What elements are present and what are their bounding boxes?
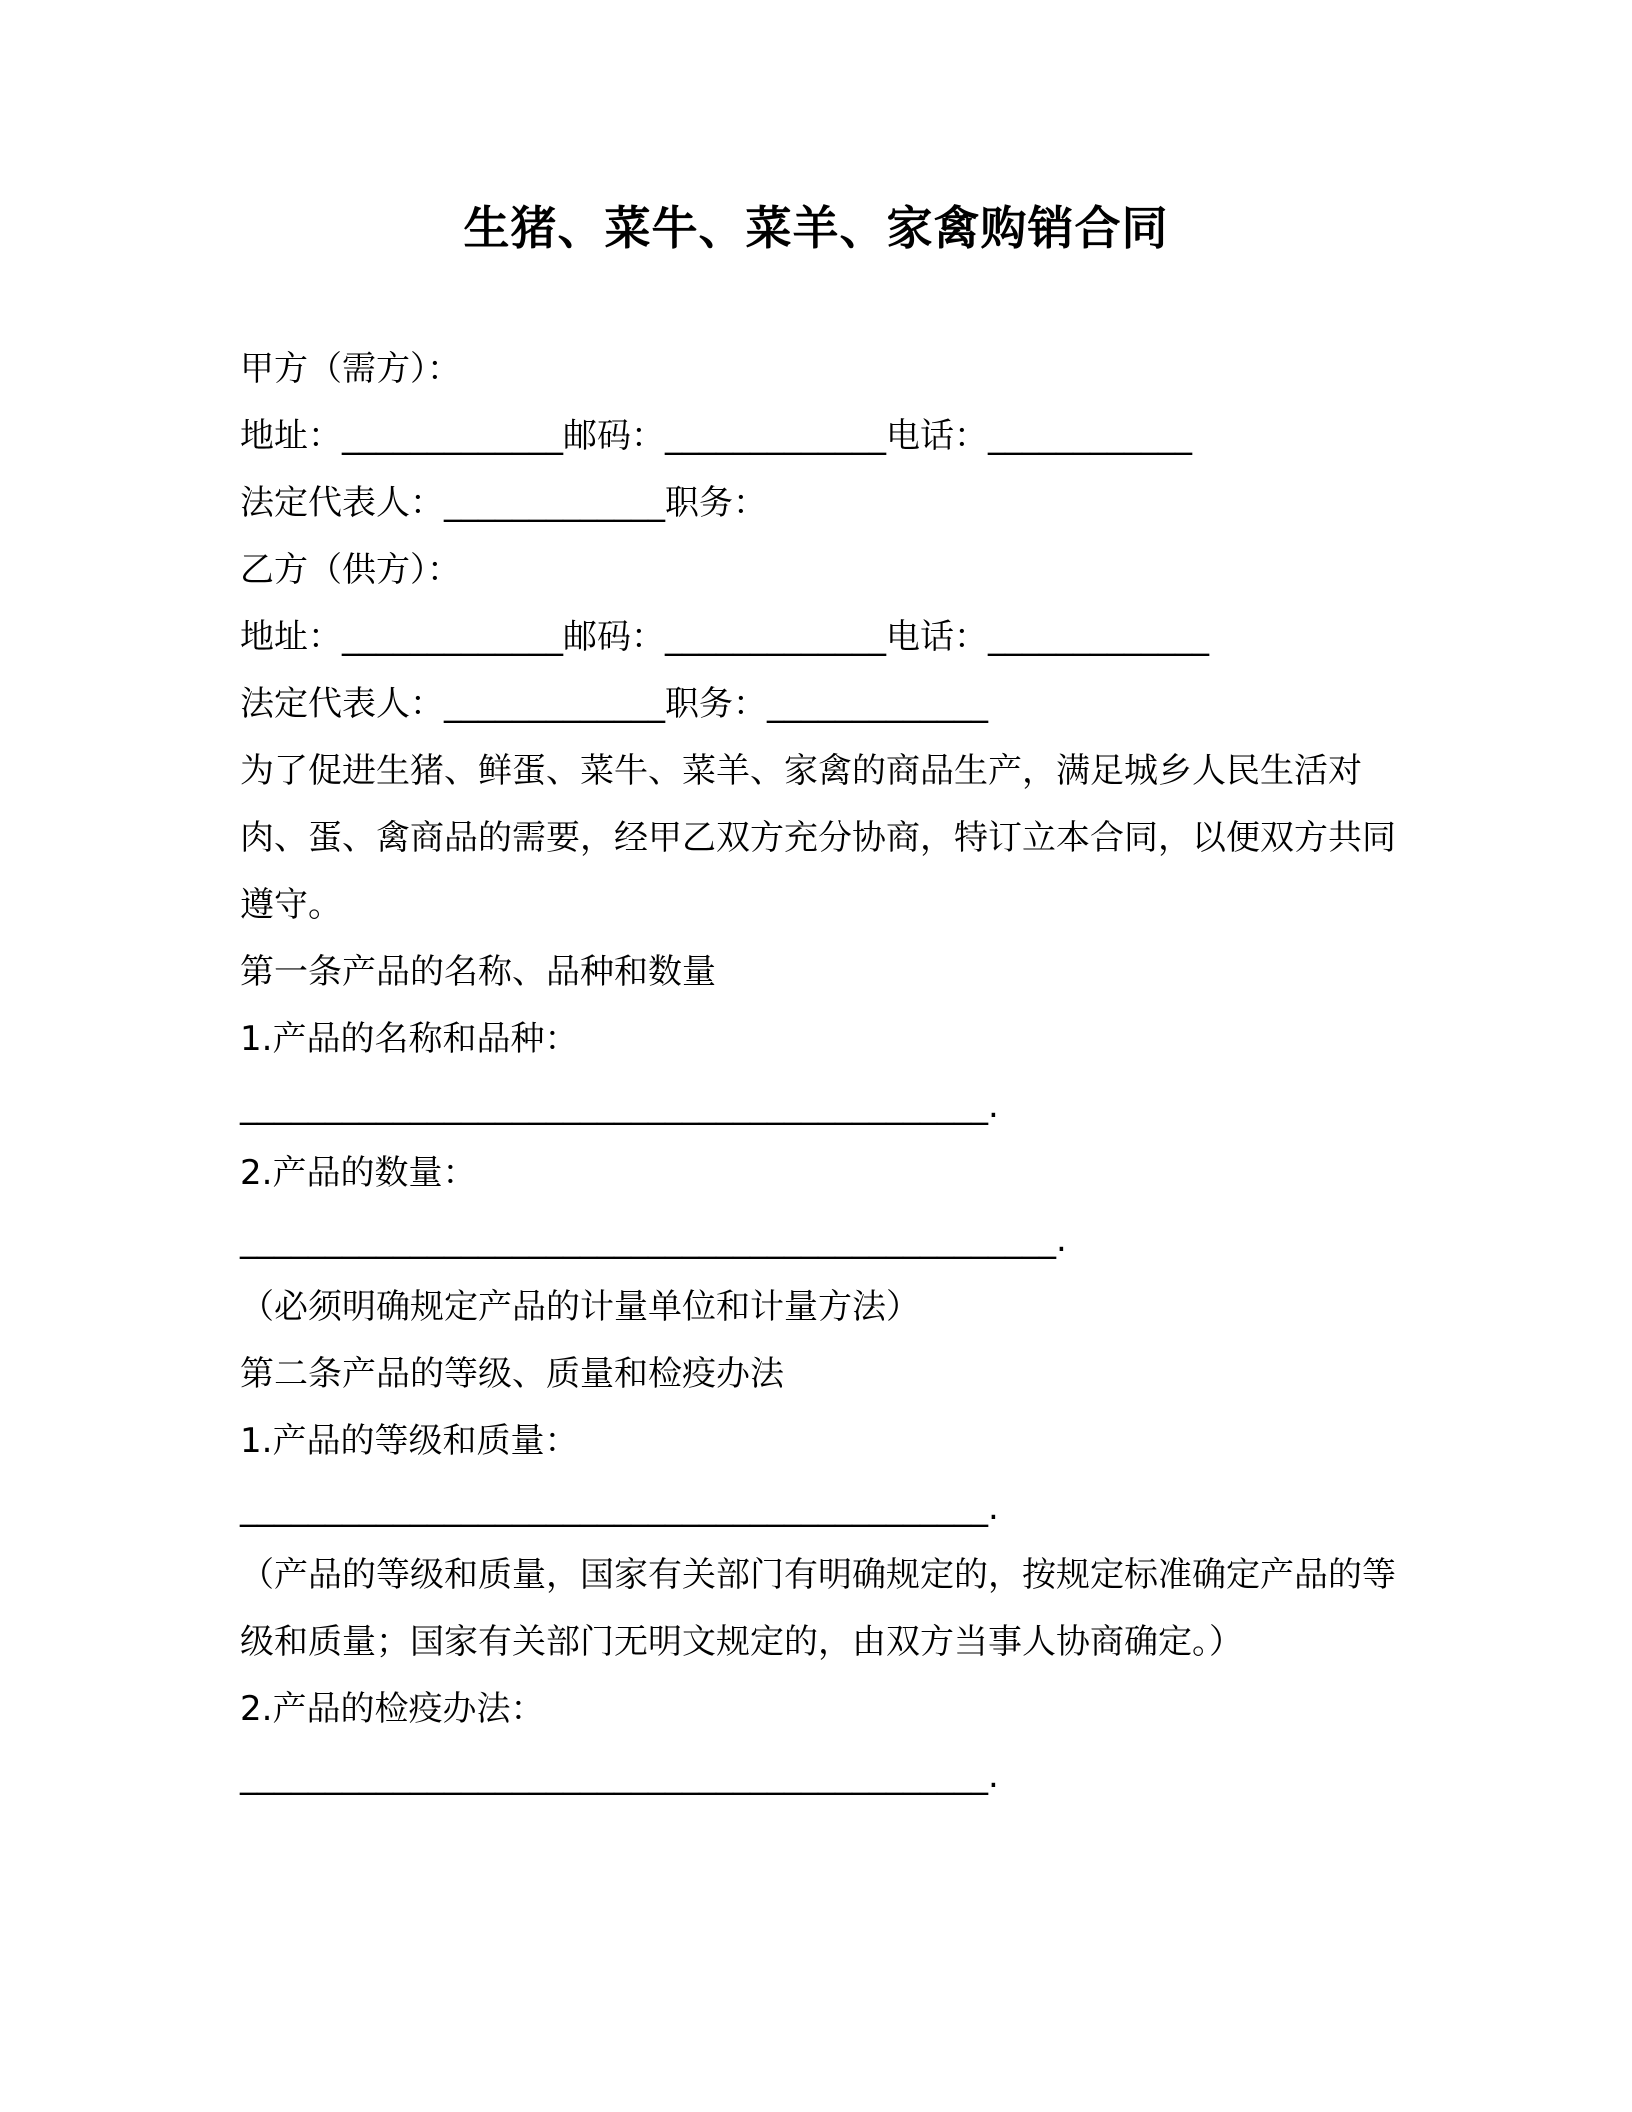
article-2-item-2-blank: ____________________________________________. xyxy=(240,1756,999,1796)
party-b-heading: 乙方（供方）： xyxy=(240,550,461,590)
intro-paragraph: 为了促进生猪、鲜蛋、菜牛、菜羊、家禽的商品生产，满足城乡人民生活对肉、蛋、禽商品的需要，经甲乙双方充分协商，特订立本合同，以便双方共同遵守。 xyxy=(240,751,1396,925)
article-1-item-2-label: 2.产品的数量： xyxy=(240,1153,477,1193)
party-a-heading: 甲方（需方）： xyxy=(240,349,461,389)
article-2-item-1-label: 1.产品的等级和质量： xyxy=(240,1421,579,1461)
article-2-item-1-note: （产品的等级和质量，国家有关部门有明确规定的，按规定标准确定产品的等级和质量；国家有关部门无明文规定的，由双方当事人协商确定。） xyxy=(240,1555,1396,1662)
article-1-item-1-label: 1.产品的名称和品种： xyxy=(240,1019,579,1059)
article-1-item-2-note: （必须明确规定产品的计量单位和计量方法） xyxy=(240,1287,920,1327)
article-1-item-2-blank: ________________________________________________. xyxy=(240,1220,1067,1260)
party-b-address-line: 地址：_____________邮码：_____________电话：_____________ xyxy=(240,617,1209,657)
article-2-item-2-label: 2.产品的检疫办法： xyxy=(240,1689,545,1729)
party-b-representative-line: 法定代表人：_____________职务：_____________ xyxy=(240,684,988,724)
party-a-address-line: 地址：_____________邮码：_____________电话：____________ xyxy=(240,416,1192,456)
article-2-heading: 第二条产品的等级、质量和检疫办法 xyxy=(240,1354,784,1394)
party-a-representative-line: 法定代表人：_____________职务： xyxy=(240,483,767,523)
contract-title: 生猪、菜牛、菜羊、家禽购销合同 xyxy=(463,201,1169,255)
contract-body xyxy=(240,336,1400,1810)
article-2-item-1-blank: ____________________________________________. xyxy=(240,1488,999,1528)
article-1-heading: 第一条产品的名称、品种和数量 xyxy=(240,952,716,992)
article-1-item-1-blank: ____________________________________________. xyxy=(240,1086,999,1126)
